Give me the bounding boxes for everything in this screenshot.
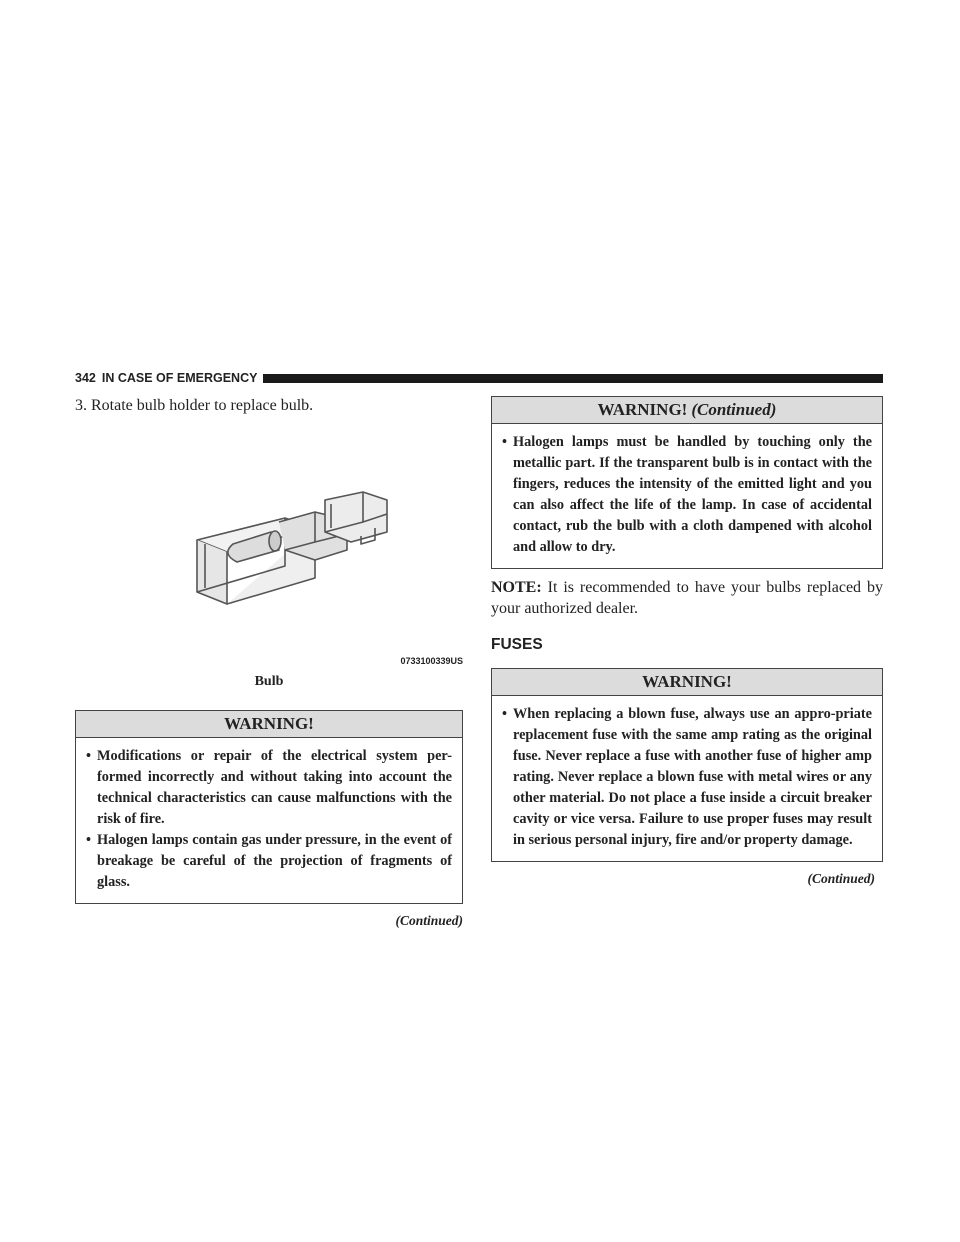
- left-column: [75, 396, 463, 929]
- note-label: NOTE:: [491, 579, 542, 596]
- bullet-icon: •: [502, 434, 508, 450]
- fuses-heading: FUSES: [491, 636, 543, 653]
- warning-title: WARNING!: [76, 711, 462, 738]
- warning-box-electrical: [75, 710, 463, 904]
- figure-caption: Bulb: [254, 674, 284, 689]
- bullet-icon: •: [502, 706, 508, 722]
- warning-box-continued: [491, 396, 883, 569]
- warning-title-continued: WARNING! (Continued): [492, 397, 882, 424]
- continued-label: (Continued): [395, 913, 463, 928]
- header-rule: [263, 374, 883, 383]
- continued-label: (Continued): [807, 871, 875, 886]
- warning-title: WARNING!: [492, 669, 882, 696]
- step-3-text: 3. Rotate bulb holder to replace bulb.: [75, 397, 314, 414]
- warning-item: • Halogen lamps must be handled by touching only the metallic part. If the transparent bulb is in contact with the fingers, reduces the intensity of the emitted light and you can also affect the life of the lamp. In case of accidental contact, rub the bulb with a cloth dampened with alcohol and allow to dry.: [502, 432, 872, 558]
- bullet-icon: •: [86, 832, 92, 848]
- right-column: [491, 396, 883, 887]
- warning-item: • When replacing a blown fuse, always use an appro-priate replacement fuse with the same amp rating as the original fuse. Never replace a fuse with another fuse of higher amp rating. Never replace a blown fuse with metal wires or any other material. Do not place a fuse inside a circuit breaker cavity or vice versa. Failure to use proper fuses may result in serious personal injury, fire and/or property damage.: [502, 704, 872, 851]
- bulb-figure: [75, 430, 463, 670]
- page-number: 342: [75, 371, 96, 385]
- warning-box-fuses: [491, 668, 883, 862]
- bulb-holder-illustration: [175, 470, 415, 630]
- figure-code: 0733100339US: [400, 656, 463, 666]
- warning-item: • Modifications or repair of the electrical system per-formed incorrectly and without taking into account the technical characteristics can cause malfunctions with the risk of fire.: [86, 746, 452, 830]
- page-header: [75, 370, 883, 386]
- note-paragraph: NOTE: It is recommended to have your bulbs replaced by your authorized dealer.: [491, 579, 883, 617]
- section-title: IN CASE OF EMERGENCY: [101, 371, 258, 385]
- bullet-icon: •: [86, 748, 92, 764]
- warning-item: • Halogen lamps contain gas under pressure, in the event of breakage be careful of the projection of fragments of glass.: [86, 830, 452, 893]
